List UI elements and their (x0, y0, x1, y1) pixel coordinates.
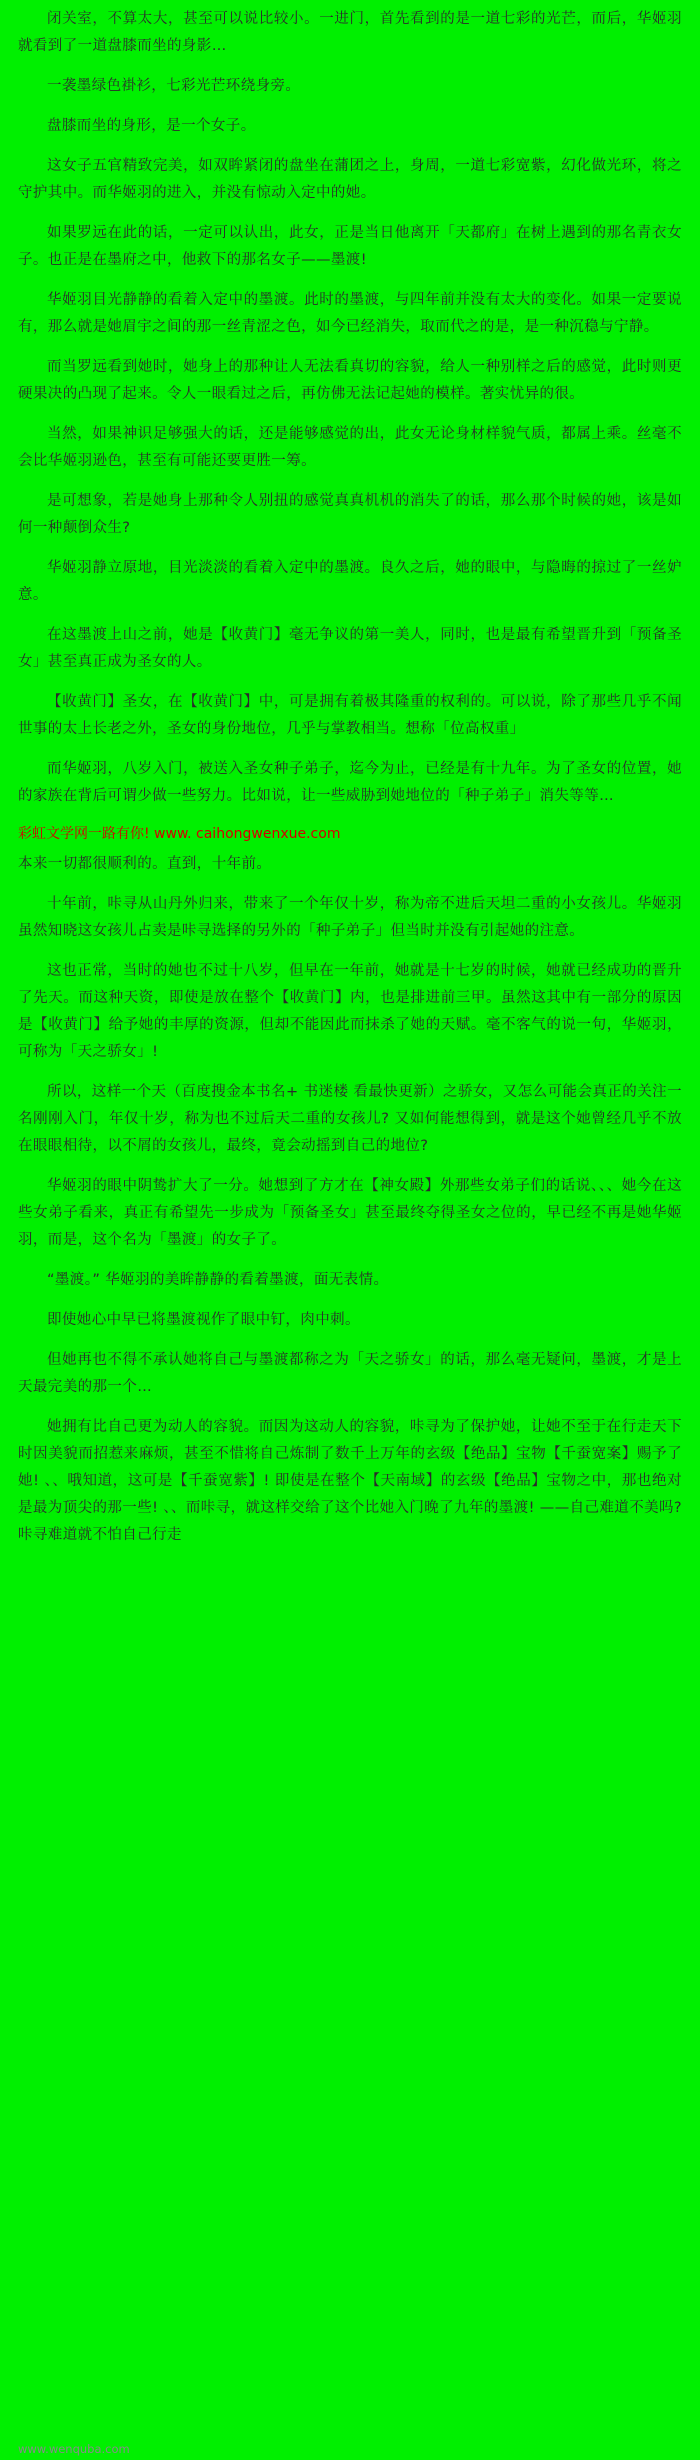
paragraph: 华姬羽的眼中阴鸷扩大了一分。她想到了方才在【神女殿】外那些女弟子们的话说、、、她今在这些女弟子看来，真正有希望先一步成为「预备圣女」甚至最终夺得圣女之位的，早已经不再是她华姬羽，而是，这个名为「墨渡」的女子了。 (18, 1178, 682, 1248)
paragraph: 而当罗远看到她时，她身上的那种让人无法看真切的容貌，给人一种别样之后的感觉，此时则更硬果决的凸现了起来。令人一眼看过之后，再仿佛无法记起她的模样。著实忧异的很。 (18, 359, 682, 402)
paragraph: 她拥有比自己更为动人的容貌。而因为这动人的容貌，咔寻为了保护她，让她不至于在行走天下时因美貌而招惹来麻烦，甚至不惜将自己炼制了数千上万年的玄级【绝品】宝物【千蚕宽案】赐予了她! 、、哦知道，这可是【千蚕宽紫】! 即使是在整个【天南域】的玄级【绝品】宝物之中，那也绝对是最为顶尖的那一些! 、、而咔寻，就这样交给了这个比她入门晚了九年的墨渡! ——自己难道不美吗? 咔寻难道就不怕自己行走 (18, 1419, 682, 1543)
paragraph: 即使她心中早已将墨渡视作了眼中钉，肉中刺。 (47, 1312, 360, 1328)
paragraph: 但她再也不得不承认她将自己与墨渡都称之为「天之骄女」的话，那么毫无疑问，墨渡，才是上天最完美的那一个… (18, 1352, 682, 1395)
paragraph-block-top (18, 6, 682, 810)
paragraph: “墨渡。” 华姬羽的美眸静静的看着墨渡，面无表情。 (47, 1272, 389, 1288)
site-watermark-bottom: www.wenquba.com (18, 2442, 130, 2456)
paragraph: 而华姬羽，八岁入门，被送入圣女种子弟子，迄今为止，已经是有十九年。为了圣女的位置，她的家族在背后可谓少做一些努力。比如说，让一些威胁到她地位的「种子弟子」消失等等… (18, 761, 682, 804)
paragraph: 盘膝而坐的身形，是一个女子。 (47, 118, 256, 134)
paragraph: 当然，如果神识足够强大的话，还是能够感觉的出，此女无论身材样貌气质，都属上乘。丝毫不会比华姬羽逊色，甚至有可能还要更胜一筹。 (18, 426, 682, 469)
paragraph: 这也正常，当时的她也不过十八岁，但早在一年前，她就是十七岁的时候，她就已经成功的晋升了先天。而这种天资，即使是放在整个【收黄门】内，也是排进前三甲。虽然这其中有一部分的原因是【收黄门】给予她的丰厚的资源，但却不能因此而抹杀了她的天赋。毫不客气的说一句，华姬羽，可称为「天之骄女」! (18, 963, 682, 1060)
paragraph: 一袭墨绿色褂衫，七彩光芒环绕身旁。 (47, 78, 301, 94)
paragraph: 华姬羽目光静静的看着入定中的墨渡。此时的墨渡，与四年前并没有太大的变化。如果一定要说有，那么就是她眉宇之间的那一丝青涩之色，如今已经消失，取而代之的是，是一种沉稳与宁静。 (18, 292, 682, 335)
paragraph: 闭关室，不算太大，甚至可以说比较小。一进门，首先看到的是一道七彩的光芒，而后，华姬羽就看到了一道盘膝而坐的身影… (18, 11, 682, 54)
paragraph: 十年前，咔寻从山丹外归来，带来了一个年仅十岁，称为帝不进后天坦二重的小女孩儿。华姬羽虽然知晓这女孩儿占卖是咔寻选择的另外的「种子弟子」但当时并没有引起她的注意。 (18, 896, 682, 939)
paragraph: 在这墨渡上山之前，她是【收黄门】毫无争议的第一美人，同时，也是最有希望晋升到「预备圣女」甚至真正成为圣女的人。 (18, 627, 682, 670)
paragraph: 是可想象，若是她身上那种令人别扭的感觉真真机机的消失了的话，那么那个时候的她，该是如何一种颠倒众生? (18, 493, 682, 536)
paragraph: 如果罗远在此的话，一定可以认出，此女，正是当日他离开「天都府」在树上遇到的那名青衣女子。也正是在墨府之中，他救下的那名女子——墨渡! (18, 225, 682, 268)
paragraph-block-bottom (18, 851, 682, 1549)
paragraph: 本来一切都很顺利的。直到，十年前。 (18, 856, 272, 872)
site-watermark-middle: 彩虹文学网一路有你! www. caihongwenxue.com (18, 826, 341, 842)
paragraph: 所以，这样一个天（百度搜金本书名+ 书迷楼 看最快更新）之骄女，又怎么可能会真正的关注一名刚刚入门，年仅十岁，称为也不过后天二重的女孩儿? 又如何能想得到，就是这个她曾经几乎不放在眼眼相待，以不屑的女孩儿，最终，竟会动摇到自己的地位? (18, 1084, 682, 1154)
paragraph: 这女子五官精致完美，如双眸紧闭的盘坐在蒲团之上，身周，一道七彩宽紫，幻化做光环，将之守护其中。而华姬羽的进入，并没有惊动入定中的她。 (18, 158, 682, 201)
paragraph: 【收黄门】圣女，在【收黄门】中，可是拥有着极其隆重的权利的。可以说，除了那些几乎不闻世事的太上长老之外，圣女的身份地位，几乎与掌教相当。想称「位高权重」 (18, 694, 682, 737)
paragraph: 华姬羽静立原地，目光淡淡的看着入定中的墨渡。良久之后，她的眼中，与隐晦的掠过了一丝妒意。 (18, 560, 682, 603)
